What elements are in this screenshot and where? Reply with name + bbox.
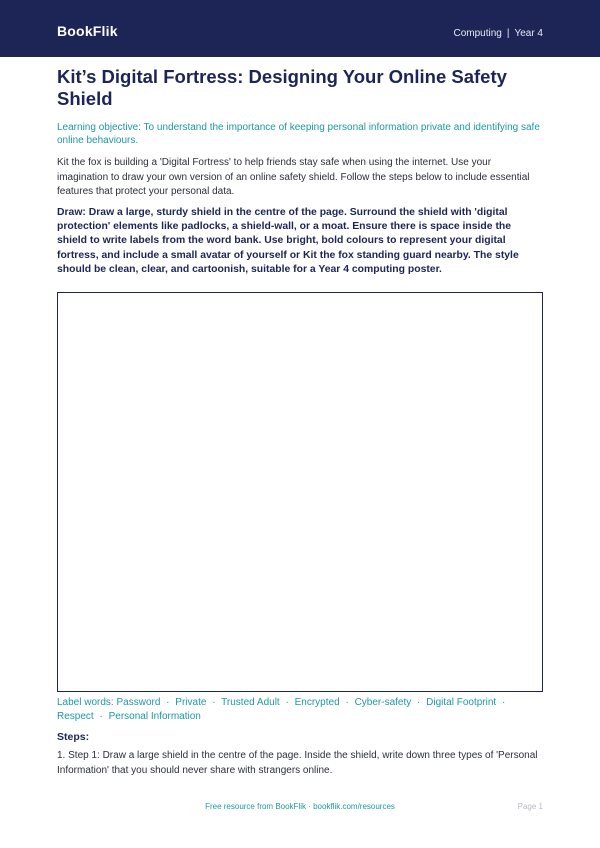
page-title: Kit’s Digital Fortress: Designing Your Online Safety Shield xyxy=(57,66,507,109)
word-bank-item: Personal Information xyxy=(108,710,201,722)
brand-logo: BookFlik xyxy=(57,23,118,39)
word-bank-prefix: Label words: xyxy=(57,697,114,708)
word-bank-item: Cyber-safety xyxy=(354,697,412,708)
word-separator: · xyxy=(345,697,349,708)
word-bank-item: Digital Footprint xyxy=(426,697,497,708)
steps-heading: Steps: xyxy=(57,731,90,743)
header-meta xyxy=(453,28,543,39)
intro-paragraph: Kit the fox is building a 'Digital Fortress' to help friends stay safe when using the internet. Use your imagination to draw your own version of an online safety shield. Follow the steps below to include essential features that protect your personal data. xyxy=(57,157,530,197)
word-separator: · xyxy=(501,697,506,708)
drawing-area[interactable] xyxy=(57,292,543,692)
word-bank-item: Respect xyxy=(57,710,94,722)
word-separator: · xyxy=(212,697,216,708)
draw-instruction: Draw: Draw a large, sturdy shield in the centre of the page. Surround the shield with 'digital protection' elements like padlocks, a shield-wall, or a moat. Ensure there is space inside the shield to write labels from the word bank. Use bright, bold colours to represent your digital fortress, and include a small avatar of yourself or Kit the fox standing guard nearby. The style should be clean, clear, and cartoonish, suitable for a Year 4 computing poster. xyxy=(57,207,519,275)
steps-list xyxy=(57,749,543,778)
word-bank-item: Password xyxy=(116,697,161,708)
word-bank xyxy=(57,696,543,723)
header-separator: | xyxy=(506,28,510,39)
page-header xyxy=(0,0,600,57)
footer-credit: Free resource from BookFlik · bookflik.com/resources xyxy=(205,802,395,811)
step-item: 1. Step 1: Draw a large shield in the centre of the page. Inside the shield, write down three types of 'Personal Information' that you should never share with strangers online. xyxy=(57,750,538,776)
year-label: Year 4 xyxy=(514,28,543,39)
learning-objective: Learning objective: To understand the importance of keeping personal information private and identifying safe online behaviours. xyxy=(57,122,540,146)
word-bank-item: Private xyxy=(175,697,207,708)
word-separator: · xyxy=(99,710,103,722)
word-bank-item: Encrypted xyxy=(294,697,340,708)
word-separator: · xyxy=(285,697,289,708)
word-bank-list xyxy=(57,697,508,722)
word-separator: · xyxy=(417,697,421,708)
page-number: Page 1 xyxy=(517,802,543,811)
word-bank-item: Trusted Adult xyxy=(221,697,280,708)
word-separator: · xyxy=(166,697,170,708)
subject-label: Computing xyxy=(453,28,502,39)
